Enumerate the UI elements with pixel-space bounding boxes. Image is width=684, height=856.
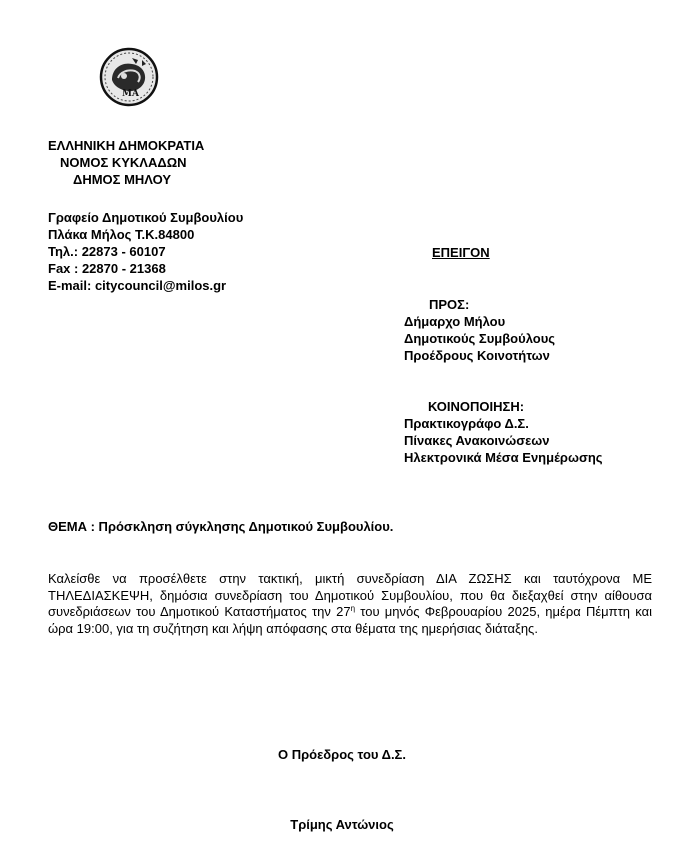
notification-item: Πρακτικογράφο Δ.Σ.	[404, 416, 529, 431]
recipient-item: Προέδρους Κοινοτήτων	[404, 348, 550, 363]
municipality-name: ΔΗΜΟΣ ΜΗΛΟΥ	[73, 172, 172, 187]
notification-item: Πίνακες Ανακοινώσεων	[404, 433, 550, 448]
svg-text:ΜΑ: ΜΑ	[122, 89, 139, 99]
issuer-header	[48, 137, 204, 188]
office-address: Πλάκα Μήλος Τ.Κ.84800	[48, 227, 195, 242]
recipient-item: Δημοτικούς Συμβούλους	[404, 331, 556, 346]
signatory-name: Τρίμης Αντώνιος	[290, 817, 394, 832]
body-text-end: του μηνός Φεβρουαρίου 2025, ημέρα Πέμπτη και ώρα 19:00, για τη συζήτηση και λήψη απόφασης στα θέματα της ημερήσιας διάταξης.	[48, 604, 652, 636]
invitation-body	[48, 571, 652, 637]
signatory-title: Ο Πρόεδρος του Δ.Σ.	[278, 747, 406, 762]
office-fax: Fax : 22870 - 21368	[48, 261, 166, 276]
subject-line: ΘΕΜΑ : Πρόσκληση σύγκλησης Δημοτικού Συμβουλίου.	[48, 519, 394, 534]
notification-block	[404, 398, 603, 466]
urgency-label: ΕΠΕΙΓΟΝ	[432, 245, 490, 260]
notification-item: Ηλεκτρονικά Μέσα Ενημέρωσης	[404, 450, 603, 465]
office-name: Γραφείο Δημοτικού Συμβουλίου	[48, 210, 244, 225]
office-phone: Τηλ.: 22873 - 60107	[48, 244, 166, 259]
notification-heading: ΚΟΙΝΟΠΟΙΗΣΗ:	[428, 399, 525, 414]
country-name: ΕΛΛΗΝΙΚΗ ΔΗΜΟΚΡΑΤΙΑ	[48, 138, 205, 153]
prefecture-name: ΝΟΜΟΣ ΚΥΚΛΑΔΩΝ	[60, 155, 187, 170]
office-email: E-mail: citycouncil@milos.gr	[48, 278, 227, 293]
body-text-start: Καλείσθε να προσέλθετε στην τακτική, μικτή συνεδρίαση ΔΙΑ ΖΩΣΗΣ και ταυτόχρονα ΜΕ ΤΗΛΕΔΙΑΣΚΕΨΗ, δημόσια συνεδρίαση του Δημοτικού Συμβουλίου, που θα διεξαχθεί στην αίθουσα συνεδριάσεων του Δημοτικού Καταστήματος την 27	[48, 571, 652, 619]
date-ordinal-suffix: η	[350, 604, 356, 613]
recipient-item: Δήμαρχο Μήλου	[404, 314, 506, 329]
recipients-block	[404, 296, 555, 364]
recipients-heading: ΠΡΟΣ:	[429, 297, 470, 312]
office-contact-block	[48, 209, 243, 294]
municipality-seal-icon	[98, 46, 160, 108]
